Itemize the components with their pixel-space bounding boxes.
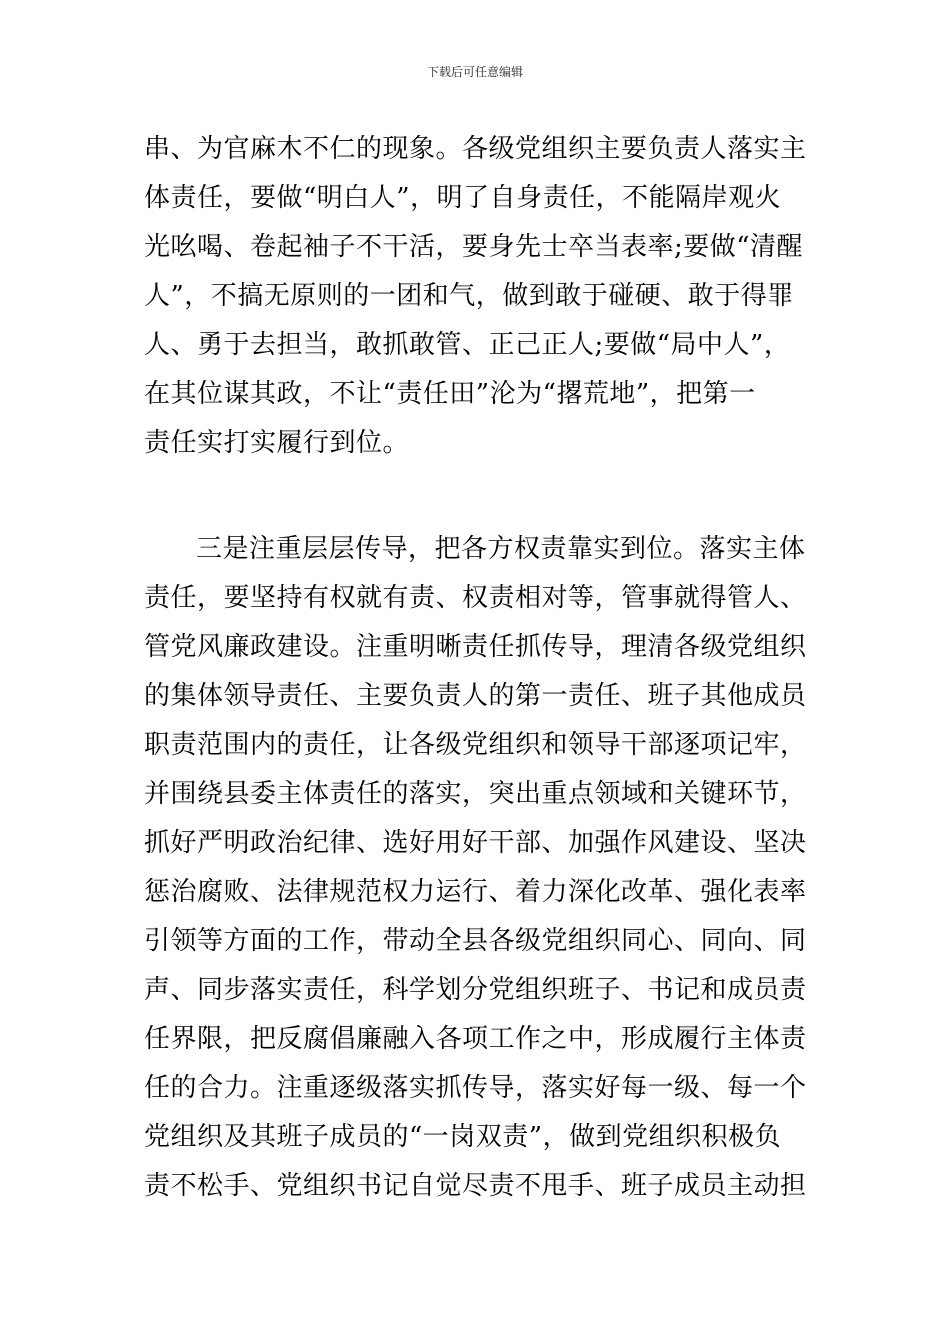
text-line: 责任实打实履行到位。	[144, 428, 410, 458]
text-line: 体责任，要做“明白人”，明了自身责任，不能隔岸观火	[144, 183, 782, 213]
text-line: 惩治腐败、法律规范权力运行、着力深化改革、强化表率	[144, 877, 807, 907]
paragraph-2	[144, 525, 806, 1211]
text-line: 并围绕县委主体责任的落实，突出重点领域和关键环节，	[144, 779, 807, 809]
text-line: 人”，不搞无原则的一团和气，做到敢于碰硬、敢于得罪	[144, 281, 794, 311]
text-line: 的集体领导责任、主要负责人的第一责任、班子其他成员	[144, 681, 807, 711]
text-line: 三是注重层层传导，把各方权责靠实到位。落实主体	[196, 534, 806, 564]
text-line: 责任，要坚持有权就有责、权责相对等，管事就得管人、	[144, 583, 807, 613]
text-line: 声、同步落实责任，科学划分党组织班子、书记和成员责	[144, 975, 807, 1005]
text-line: 引领等方面的工作，带动全县各级党组织同心、同向、同	[144, 926, 807, 956]
text-line: 任界限，把反腐倡廉融入各项工作之中，形成履行主体责	[144, 1024, 807, 1054]
text-line: 管党风廉政建设。注重明晰责任抓传导，理清各级党组织	[144, 632, 807, 662]
text-line: 串、为官麻木不仁的现象。各级党组织主要负责人落实主	[144, 134, 807, 164]
paragraph-1	[144, 125, 806, 468]
text-line: 抓好严明政治纪律、选好用好干部、加强作风建设、坚决	[144, 828, 807, 858]
text-line: 在其位谋其政，不让“责任田”沦为“撂荒地”，把第一	[144, 379, 756, 409]
page-header-note: 下载后可任意编辑	[426, 65, 523, 79]
text-line: 责不松手、党组织书记自觉尽责不甩手、班子成员主动担	[144, 1171, 807, 1201]
text-line: 人、勇于去担当，敢抓敢管、正己正人;要做“局中人”，	[144, 330, 791, 360]
text-line: 党组织及其班子成员的“一岗双责”，做到党组织积极负	[144, 1122, 782, 1152]
text-line: 光吆喝、卷起袖子不干活，要身先士卒当表率;要做“清醒	[144, 232, 804, 262]
text-line: 职责范围内的责任，让各级党组织和领导干部逐项记牢，	[144, 730, 807, 760]
text-line: 任的合力。注重逐级落实抓传导，落实好每一级、每一个	[144, 1073, 807, 1103]
